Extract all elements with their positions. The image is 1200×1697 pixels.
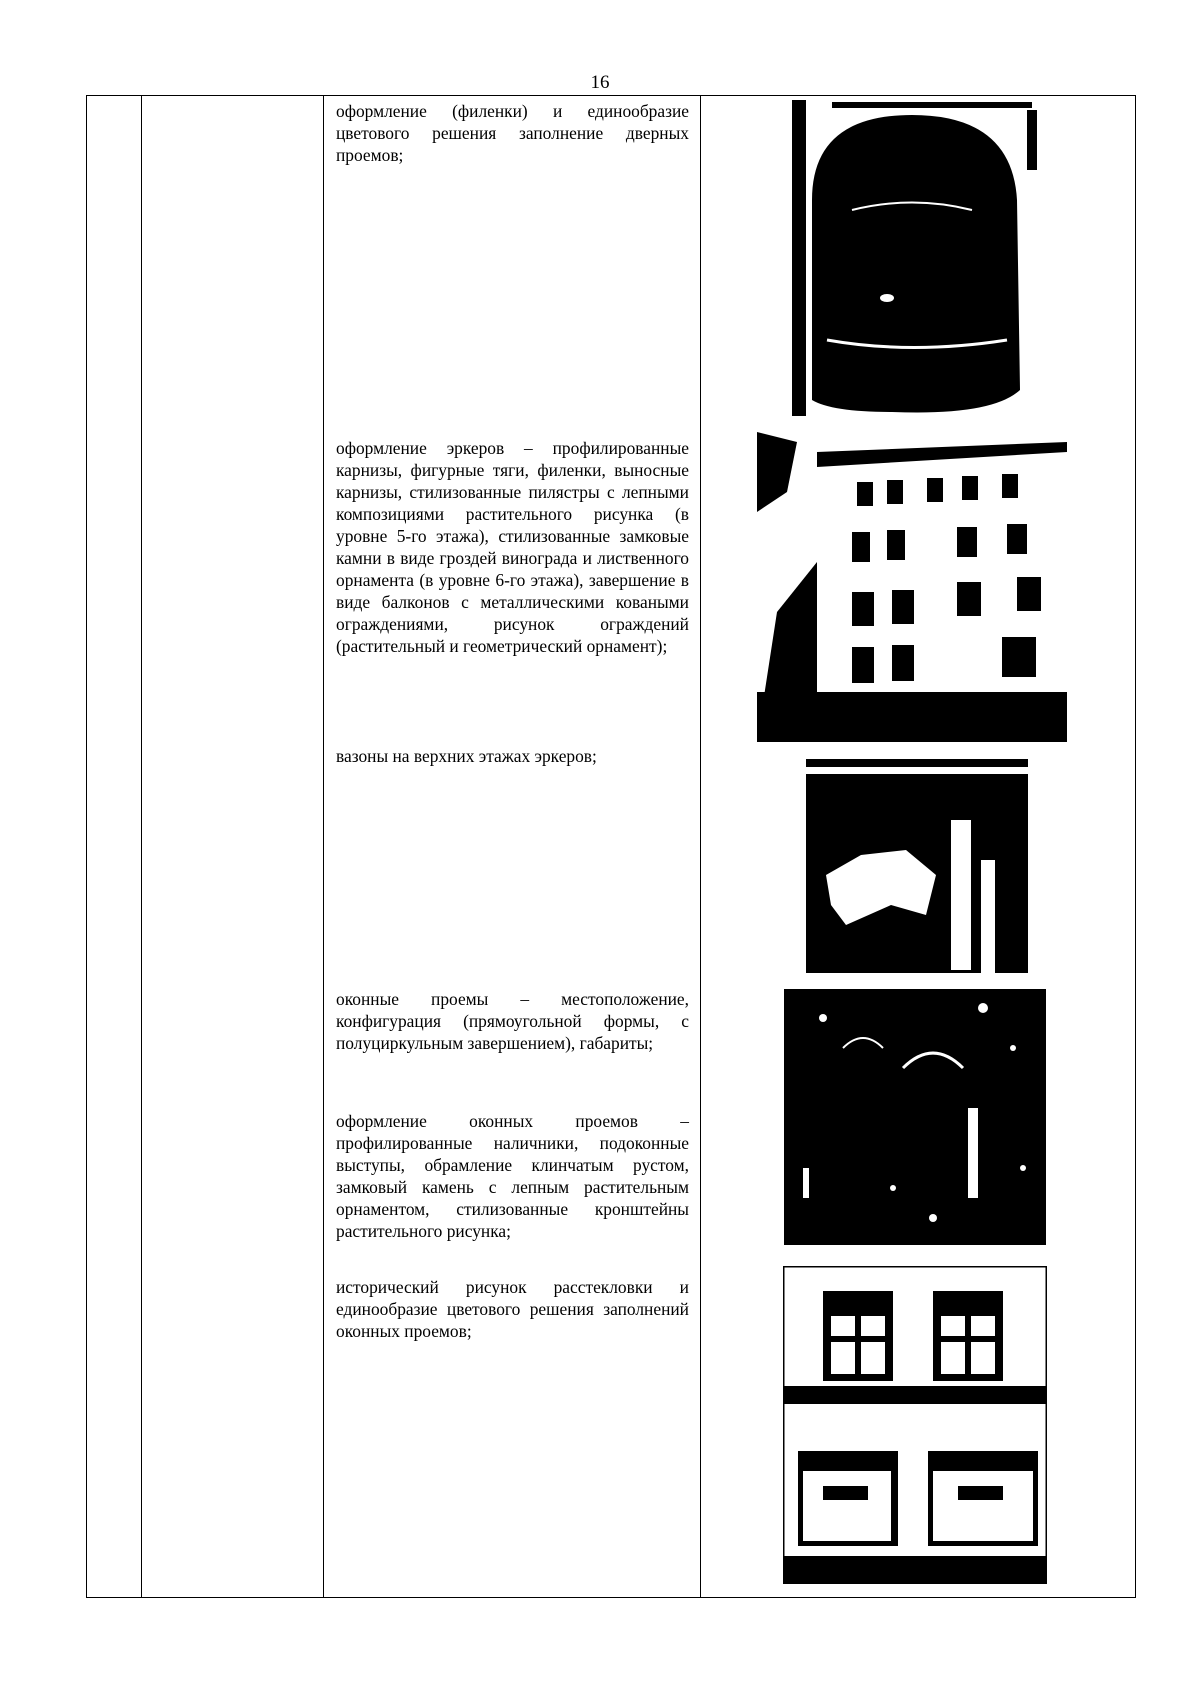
- text-bay-windows: оформление эркеров – профилированные карнизы, фигурные тяги, филенки, выносные карнизы, стилизованные пилястры с лепными композициями растительного рисунка (в уровне 5-го этажа), стилизованные замковые камни в виде гроздей винограда и лиственного орнамента (в уровне 6-го этажа), завершение в виде балконов с металлическими коваными ограждениями, рисунок ограждений (растительный и геометрический орнамент);: [336, 438, 689, 656]
- photo-bay-windows-facade: [757, 432, 1067, 742]
- column-divider-1: [141, 96, 142, 1597]
- column-divider-3: [700, 96, 701, 1597]
- photo-arched-window: [783, 988, 1047, 1246]
- text-vases: вазоны на верхних этажах эркеров;: [336, 746, 597, 766]
- photo-vase-detail: [806, 755, 1028, 973]
- photo-arched-door: [792, 100, 1042, 416]
- text-door-panels: оформление (филенки) и единообразие цветового решения заполнение дверных проемов;: [336, 101, 689, 165]
- text-window-openings: оконные проемы – местоположение, конфигурация (прямоугольной формы, с полуциркульным завершением), габариты;: [336, 989, 689, 1053]
- column-divider-2: [323, 96, 324, 1597]
- page-number: 16: [590, 72, 610, 93]
- text-window-glazing: исторический рисунок расстекловки и единообразие цветового решения заполнений оконных проемов;: [336, 1277, 689, 1341]
- text-window-decoration: оформление оконных проемов – профилированные наличники, подоконные выступы, обрамление клинчатым рустом, замковый камень с лепным растительным орнаментом, стилизованные кронштейны растительного рисунка;: [336, 1111, 689, 1241]
- photo-window-glazing: [783, 1266, 1047, 1584]
